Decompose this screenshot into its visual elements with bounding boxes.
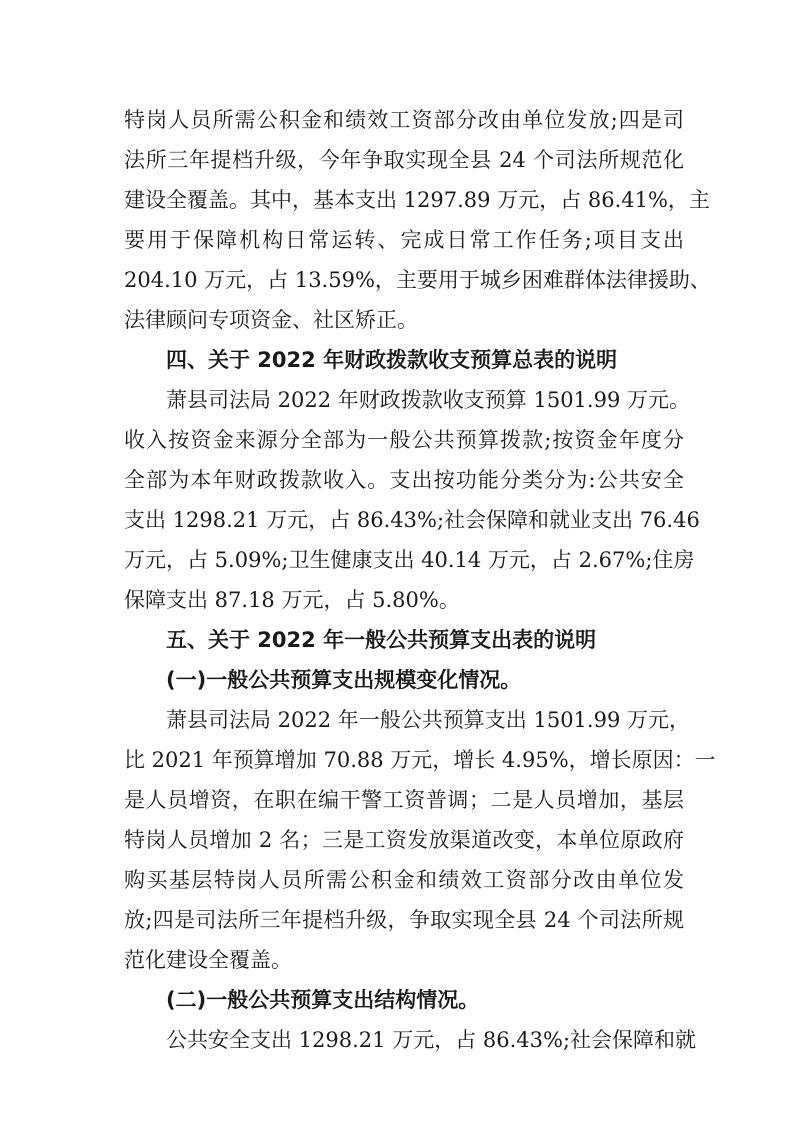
paragraph-line: 放;四是司法所三年提档升级，争取实现全县 24 个司法所规	[124, 908, 684, 932]
paragraph-line: 全部为本年财政拨款收入。支出按功能分类分为:公共安全	[124, 468, 684, 492]
section-heading: 四、关于 2022 年财政拨款收支预算总表的说明	[166, 348, 618, 372]
paragraph-line: 范化建设全覆盖。	[124, 948, 292, 972]
paragraph-line: 建设全覆盖。其中，基本支出 1297.89 万元，占 86.41%，主	[124, 188, 710, 212]
paragraph-line: 公共安全支出 1298.21 万元，占 86.43%;社会保障和就	[166, 1028, 697, 1052]
section-heading: 五、关于 2022 年一般公共预算支出表的说明	[166, 628, 597, 652]
paragraph-line: 法所三年提档升级，今年争取实现全县 24 个司法所规范化	[124, 148, 684, 172]
paragraph-line: 萧县司法局 2022 年财政拨款收支预算 1501.99 万元。	[166, 388, 690, 412]
paragraph-line: 支出 1298.21 万元，占 86.43%;社会保障和就业支出 76.46	[124, 508, 700, 532]
paragraph-line: 特岗人员所需公积金和绩效工资部分改由单位发放;四是司	[124, 108, 684, 132]
paragraph-line: 万元，占 5.09%;卫生健康支出 40.14 万元，占 2.67%;住房	[124, 548, 695, 572]
section-heading: (二)一般公共预算支出结构情况。	[166, 988, 480, 1012]
paragraph-line: 购买基层特岗人员所需公积金和绩效工资部分改由单位发	[124, 868, 684, 892]
paragraph-line: 是人员增资，在职在编干警工资普调；二是人员增加，基层	[124, 788, 684, 812]
paragraph-line: 要用于保障机构日常运转、完成日常工作任务;项目支出	[124, 228, 684, 252]
paragraph-line: 保障支出 87.18 万元，占 5.80%。	[124, 588, 460, 612]
paragraph-line: 比 2021 年预算增加 70.88 万元，增长 4.95%，增长原因：一	[124, 748, 716, 772]
paragraph-line: 法律顾问专项资金、社区矫正。	[124, 308, 418, 332]
paragraph-line: 收入按资金来源分全部为一般公共预算拨款;按资金年度分	[124, 428, 684, 452]
paragraph-line: 特岗人员增加 2 名；三是工资发放渠道改变，本单位原政府	[124, 828, 684, 852]
paragraph-line: 204.10 万元，占 13.59%，主要用于城乡困难群体法律援助、	[124, 268, 711, 292]
section-heading: (一)一般公共预算支出规模变化情况。	[166, 668, 522, 692]
paragraph-line: 萧县司法局 2022 年一般公共预算支出 1501.99 万元，	[166, 708, 690, 732]
